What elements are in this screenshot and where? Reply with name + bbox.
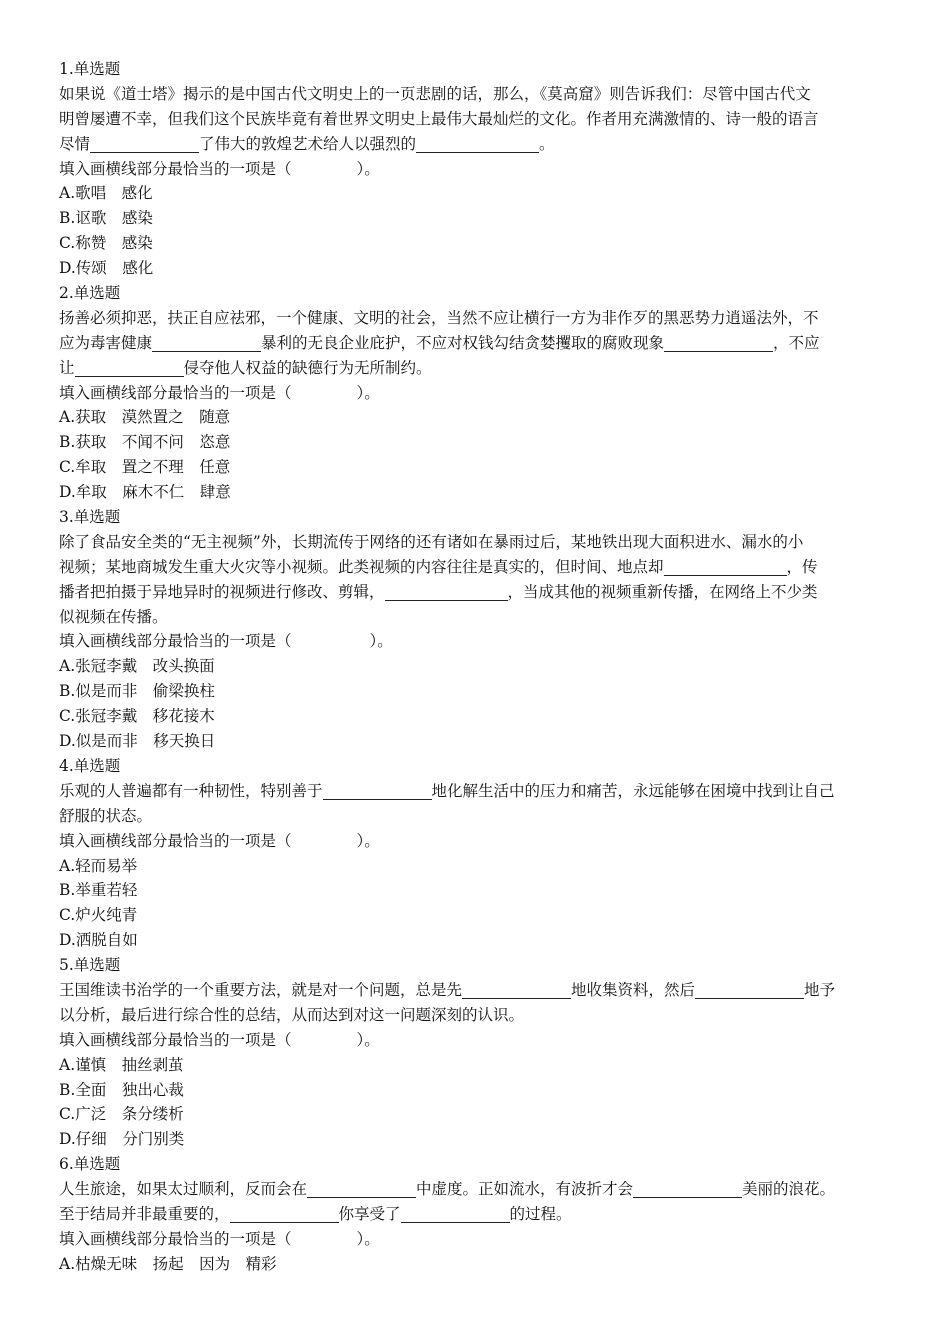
question-stem-line: 除了食品安全类的“无主视频”外，长期流传于网络的还有诸如在暴雨过后，某地铁出现大面积进水、漏水的小 (59, 532, 804, 551)
question-stem-line: 明曾屡遭不幸，但我们这个民族毕竟有着世界文明史上最伟大最灿烂的文化。作者用充满激情的、诗一般的语言 (59, 109, 819, 128)
question-prompt (59, 1227, 885, 1252)
prompt-text: 填入画横线部分最恰当的一项是（ (59, 159, 292, 178)
question-stem-line: 舒服的状态。 (59, 806, 153, 825)
fill-blank (323, 781, 432, 800)
question-list (59, 57, 885, 1277)
stem-text: 中虚度。正如流水，有波折才会 (416, 1180, 634, 1199)
fill-blank (385, 582, 508, 601)
question-prompt (59, 157, 885, 182)
question-stem-line (59, 356, 885, 381)
prompt-text: 填入画横线部分最恰当的一项是（ (59, 632, 292, 651)
option-d: D.仔细 分门别类 (59, 1130, 185, 1149)
prompt-text: 填入画横线部分最恰当的一项是（ (59, 1030, 292, 1049)
stem-text: 乐观的人普遍都有一种韧性，特别善于 (59, 781, 323, 800)
option-b: B.讴歌 感染 (59, 209, 153, 228)
question-prompt (59, 1028, 885, 1053)
stem-text: 尽情 (59, 134, 91, 153)
question-stem-line (59, 1202, 885, 1227)
question-stem-line (59, 580, 885, 605)
option-d: D.洒脱自如 (59, 931, 138, 950)
question-5 (59, 953, 885, 1152)
option-c: C.牟取 置之不理 任意 (59, 458, 231, 477)
question-header: 2.单选题 (59, 284, 121, 303)
option-c: C.张冠李戴 移花接木 (59, 707, 215, 726)
prompt-text: ）。 (356, 383, 380, 402)
question-prompt (59, 829, 885, 854)
option-d: D.牟取 麻木不仁 肆意 (59, 483, 231, 502)
prompt-text: ）。 (356, 1030, 380, 1049)
stem-text: 应为毒害健康 (59, 333, 153, 352)
question-stem-line (59, 1177, 885, 1202)
stem-text: ，不应 (773, 333, 820, 352)
stem-text: 视频；某地商城发生重大火灾等小视频。此类视频的内容往往是真实的，但时间、地点却 (59, 557, 664, 576)
stem-text: 。 (539, 134, 555, 153)
option-a: A.轻而易举 (59, 856, 138, 875)
question-header: 5.单选题 (59, 956, 121, 975)
option-c: C.称赞 感染 (59, 234, 153, 253)
stem-text: 了伟大的敦煌艺术给人以强烈的 (199, 134, 417, 153)
stem-text: 暴利的无良企业庇护，不应对权钱勾结贪婪攫取的腐败现象 (261, 333, 665, 352)
question-stem-line: 以分析，最后进行综合性的总结，从而达到对这一问题深刻的认识。 (59, 1005, 525, 1024)
prompt-text: 填入画横线部分最恰当的一项是（ (59, 383, 292, 402)
question-stem-line (59, 555, 885, 580)
question-header: 1.单选题 (59, 60, 121, 78)
question-prompt (59, 629, 885, 654)
stem-text: 播者把拍摄于异地异时的视频进行修改、剪辑， (59, 582, 385, 601)
prompt-text: ）。 (356, 1229, 380, 1248)
fill-blank (695, 980, 804, 999)
stem-text: 地收集资料，然后 (571, 980, 696, 999)
stem-text: 美丽的浪花。 (742, 1180, 836, 1199)
option-c: C.炉火纯青 (59, 906, 138, 925)
prompt-text: ）。 (369, 632, 393, 651)
option-b: B.获取 不闻不问 恣意 (59, 433, 231, 452)
stem-text: 你享受了 (338, 1204, 401, 1223)
question-stem-line (59, 978, 885, 1003)
fill-blank (75, 358, 184, 377)
question-stem-line: 扬善必须抑恶，扶正自应祛邪，一个健康、文明的社会，当然不应让横行一方为非作歹的黑恶势力逍遥法外，不 (59, 308, 819, 327)
question-header: 6.单选题 (59, 1155, 121, 1174)
fill-blank (633, 1179, 742, 1198)
option-d: D.似是而非 移天换日 (59, 732, 216, 751)
prompt-text: 填入画横线部分最恰当的一项是（ (59, 831, 292, 850)
option-a: A.枯燥无味 扬起 因为 精彩 (59, 1254, 277, 1273)
fill-blank (664, 557, 787, 576)
fill-blank (664, 333, 773, 352)
stem-text: 王国维读书治学的一个重要方法，就是对一个问题，总是先 (59, 980, 463, 999)
question-stem-line: 如果说《道士塔》揭示的是中国古代文明史上的一页悲剧的话，那么，《莫高窟》则告诉我们：尽管中国古代文 (59, 84, 811, 103)
option-b: B.举重若轻 (59, 881, 138, 900)
question-stem-line (59, 132, 885, 157)
fill-blank (230, 1204, 339, 1223)
stem-text: 地予 (804, 980, 836, 999)
question-stem-line (59, 331, 885, 356)
option-a: A.歌唱 感化 (59, 184, 153, 203)
prompt-text: 填入画横线部分最恰当的一项是（ (59, 1229, 292, 1248)
prompt-text: ）。 (356, 831, 380, 850)
stem-text: 地化解生活中的压力和痛苦，永远能够在困境中找到让自己 (431, 781, 835, 800)
question-prompt (59, 381, 885, 406)
question-1 (59, 57, 885, 281)
stem-text: 的过程。 (509, 1204, 572, 1223)
stem-text: 至于结局并非最重要的， (59, 1204, 230, 1223)
prompt-text: ）。 (356, 159, 380, 178)
question-header: 3.单选题 (59, 508, 121, 527)
option-c: C.广泛 条分缕析 (59, 1105, 184, 1124)
question-4 (59, 754, 885, 953)
question-2 (59, 281, 885, 505)
fill-blank (401, 1204, 510, 1223)
question-3 (59, 505, 885, 754)
stem-text: 让 (59, 358, 75, 377)
option-a: A.张冠李戴 改头换面 (59, 657, 215, 676)
question-6 (59, 1152, 885, 1276)
fill-blank (90, 134, 199, 153)
stem-text: 侵夺他人权益的缺德行为无所制约。 (183, 358, 432, 377)
fill-blank (462, 980, 571, 999)
fill-blank (307, 1179, 416, 1198)
question-stem-line: 似视频在传播。 (59, 607, 168, 626)
option-a: A.谨慎 抽丝剥茧 (59, 1055, 184, 1074)
stem-text: 人生旅途，如果太过顺利，反而会在 (59, 1180, 308, 1199)
option-d: D.传颂 感化 (59, 259, 154, 278)
question-header: 4.单选题 (59, 756, 121, 775)
option-b: B.似是而非 偷梁换柱 (59, 682, 215, 701)
stem-text: ，传 (786, 557, 818, 576)
stem-text: ，当成其他的视频重新传播，在网络上不少类 (507, 582, 818, 601)
option-b: B.全面 独出心裁 (59, 1080, 184, 1099)
option-a: A.获取 漠然置之 随意 (59, 408, 231, 427)
question-stem-line (59, 779, 885, 804)
fill-blank (152, 333, 261, 352)
fill-blank (416, 134, 539, 153)
